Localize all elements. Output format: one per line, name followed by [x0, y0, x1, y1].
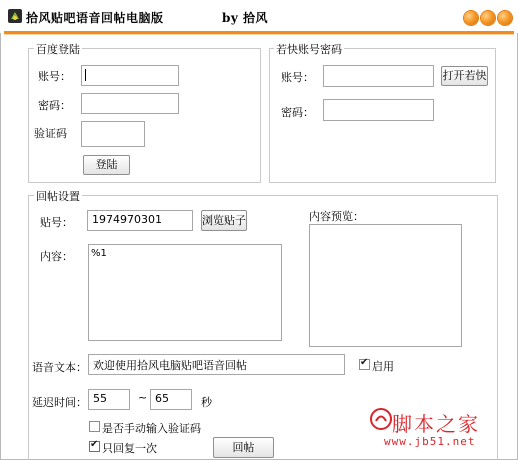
title-divider-highlight	[4, 34, 514, 35]
voice-text-label: 语音文本：	[32, 361, 87, 374]
ruokuai-group-title: 若快账号密码	[276, 43, 342, 56]
watermark-logo-icon	[370, 408, 392, 430]
window-author: by 拾风	[222, 11, 269, 25]
baidu-login-group-title: 百度登陆	[36, 43, 80, 56]
baidu-password-label: 密码：	[38, 99, 71, 112]
title-bar[interactable]	[0, 0, 518, 33]
delay-max-input[interactable]: 65	[150, 389, 192, 410]
ruokuai-password-label: 密码：	[281, 106, 314, 119]
reply-settings-group-title: 回帖设置	[36, 190, 80, 203]
ruokuai-account-label: 账号：	[281, 71, 314, 84]
enable-label: 启用	[372, 360, 394, 373]
window-title: 拾风贴吧语音回帖电脑版	[26, 11, 164, 25]
jb51-watermark	[370, 408, 510, 452]
login-button[interactable]: 登陆	[83, 155, 130, 175]
delay-unit-label: 秒	[201, 396, 212, 409]
enable-checkbox[interactable]	[359, 359, 370, 370]
delay-min-input[interactable]: 55	[88, 389, 130, 410]
text-caret	[85, 69, 86, 81]
baidu-password-input[interactable]	[81, 93, 179, 114]
reply-once-label: 只回复一次	[102, 442, 157, 455]
ruokuai-password-input[interactable]	[323, 99, 434, 121]
voice-text-input[interactable]: 欢迎使用拾风电脑贴吧语音回帖	[88, 354, 345, 375]
delay-separator: ~	[138, 391, 148, 404]
delay-label: 延迟时间：	[32, 396, 87, 409]
browse-post-button[interactable]: 浏览贴子	[201, 210, 247, 231]
preview-label: 内容预览：	[309, 210, 364, 223]
manual-captcha-label: 是否手动输入验证码	[102, 422, 201, 435]
baidu-captcha-label: 验证码	[34, 127, 67, 140]
maximize-orb-icon[interactable]	[481, 11, 495, 25]
watermark-url: www.jb51.net	[384, 435, 476, 448]
reply-once-checkbox[interactable]	[89, 441, 100, 452]
reply-button[interactable]: 回帖	[213, 437, 274, 458]
content-label: 内容：	[40, 250, 73, 263]
manual-captcha-checkbox[interactable]	[89, 421, 100, 432]
close-orb-icon[interactable]	[498, 11, 512, 25]
minimize-orb-icon[interactable]	[464, 11, 478, 25]
baidu-account-label: 账号：	[38, 70, 71, 83]
baidu-captcha-input[interactable]	[81, 121, 145, 147]
preview-box	[309, 224, 462, 347]
watermark-text: 脚本之家	[392, 412, 480, 436]
ruokuai-account-input[interactable]	[323, 65, 434, 87]
open-ruokuai-button[interactable]: 打开若快	[441, 66, 488, 86]
app-logo-icon	[8, 9, 22, 23]
baidu-account-input[interactable]	[81, 65, 179, 86]
post-id-label: 贴号：	[40, 216, 73, 229]
post-id-input[interactable]: 1974970301	[87, 210, 193, 231]
content-textarea[interactable]: %1	[88, 244, 282, 341]
